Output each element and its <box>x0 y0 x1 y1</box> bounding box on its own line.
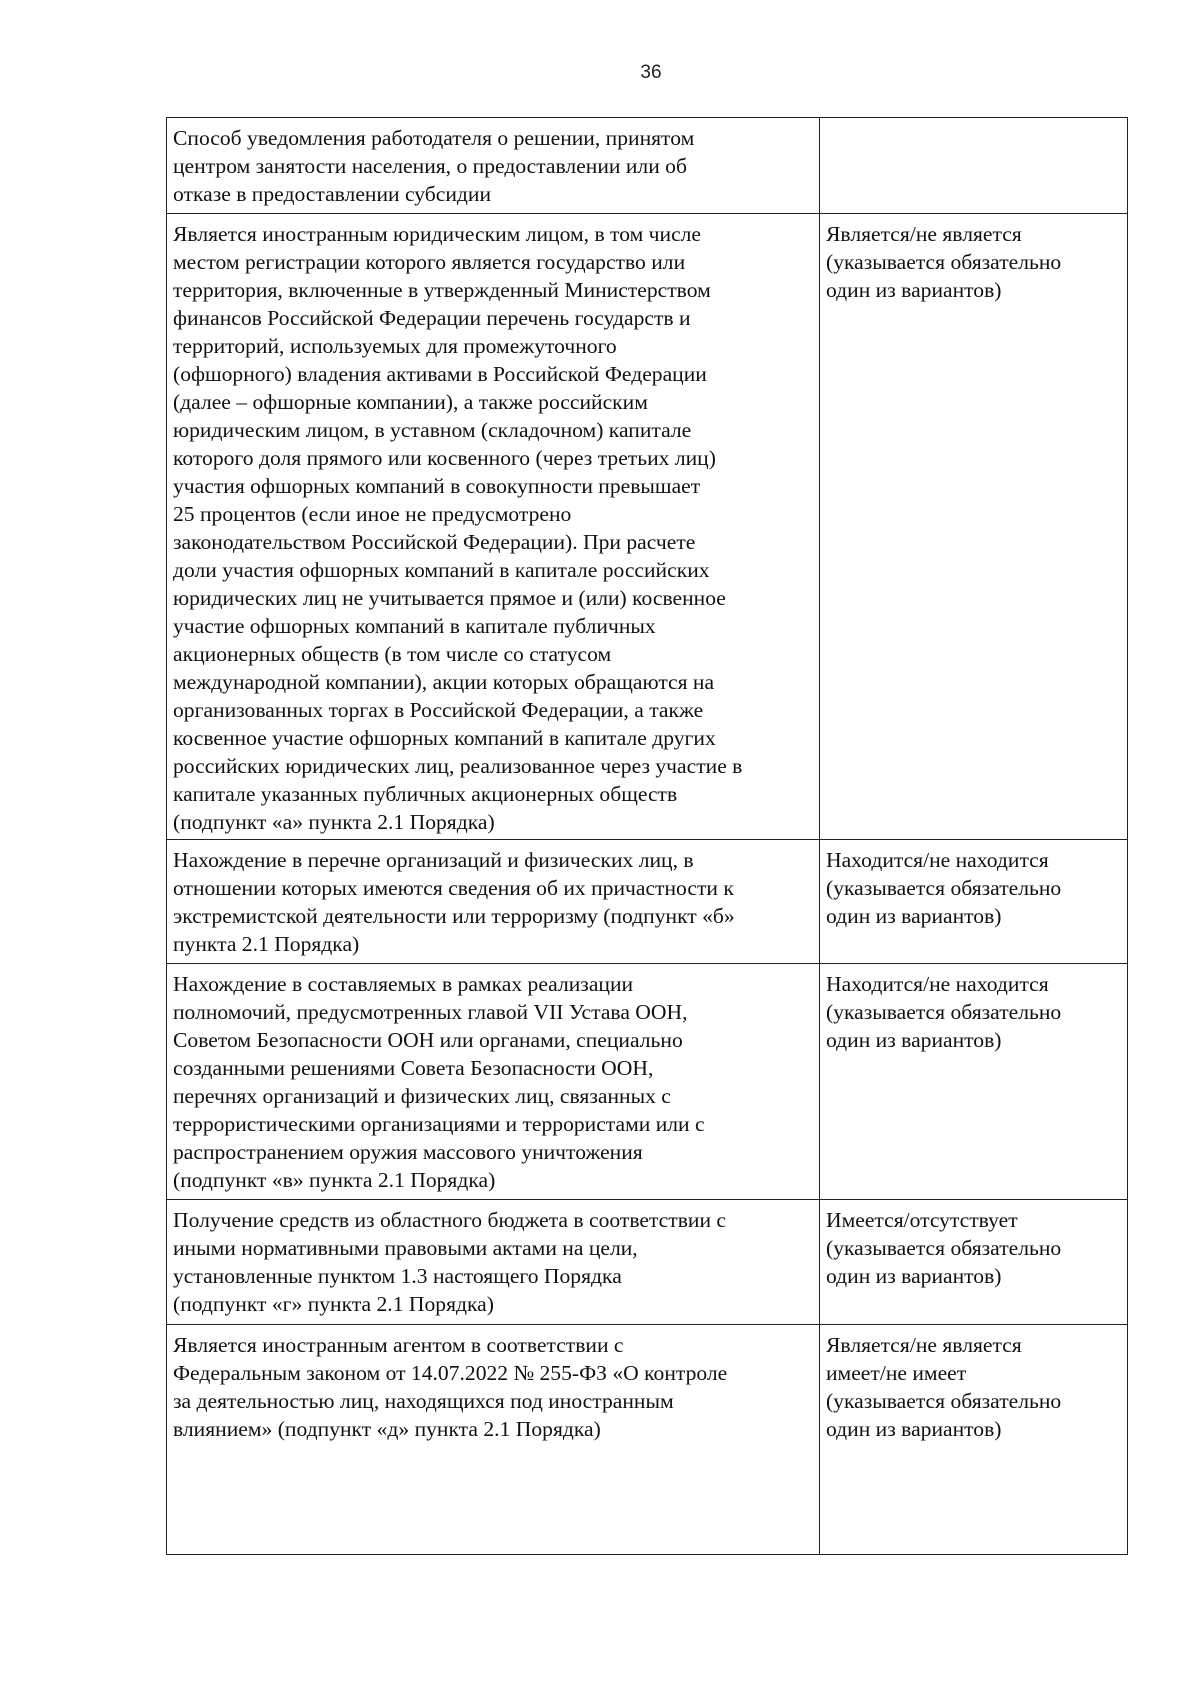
row-criterion-cell: Является иностранным юридическим лицом, в том числе местом регистрации которого является государство или территория, включенные в утвержденный Министерством финансов Российской Федерации перечень государств и территорий, используемых для промежуточного (офшорного) владения активами в Российской Федерации (далее – офшорные компании), а также российским юридическим лицом, в уставном (складочном) капитале которого доля прямого или косвенного (через третьих лиц) участия офшорных компаний в совокупности превышает 25 процентов (если иное не предусмотрено законодательством Российской Федерации). При расчете доли участия офшорных компаний в капитале российских юридических лиц не учитывается прямое и (или) косвенное участие офшорных компаний в капитале публичных акционерных обществ (в том числе со статусом международной компании), акции которых обращаются на организованных торгах в Российской Федерации, а также косвенное участие офшорных компаний в капитале других российских юридических лиц, реализованное через участие в капитале указанных публичных акционерных обществ (подпункт «а» пункта 2.1 Порядка) <box>167 214 820 840</box>
table-row <box>167 1325 1128 1555</box>
row-criterion-cell: Способ уведомления работодателя о решении, принятом центром занятости населения, о предоставлении или об отказе в предоставлении субсидии <box>167 118 820 214</box>
table-row <box>167 118 1128 214</box>
row-criterion-cell: Получение средств из областного бюджета в соответствии с иными нормативными правовыми актами на цели, установленные пунктом 1.3 настоящего Порядка (подпункт «г» пункта 2.1 Порядка) <box>167 1200 820 1325</box>
row-criterion-cell: Является иностранным агентом в соответствии с Федеральным законом от 14.07.2022 № 255-ФЗ «О контроле за деятельностью лиц, находящихся под иностранным влиянием» (подпункт «д» пункта 2.1 Порядка) <box>167 1325 820 1555</box>
table-row <box>167 840 1128 964</box>
row-value-cell: Находится/не находится (указывается обязательно один из вариантов) <box>820 840 1128 964</box>
row-criterion-cell: Нахождение в составляемых в рамках реализации полномочий, предусмотренных главой VII Устава ООН, Советом Безопасности ООН или органами, специально созданными решениями Совета Безопасности ООН, перечнях организаций и физических лиц, связанных с террористическими организациями и террористами или с распространением оружия массового уничтожения (подпункт «в» пункта 2.1 Порядка) <box>167 964 820 1200</box>
table-row <box>167 964 1128 1200</box>
row-value-cell: Имеется/отсутствует (указывается обязательно один из вариантов) <box>820 1200 1128 1325</box>
row-value-cell: Находится/не находится (указывается обязательно один из вариантов) <box>820 964 1128 1200</box>
table-row <box>167 1200 1128 1325</box>
table-row <box>167 214 1128 840</box>
row-value-cell: Является/не является (указывается обязательно один из вариантов) <box>820 214 1128 840</box>
row-value-cell <box>820 118 1128 214</box>
requirements-table <box>166 117 1128 1555</box>
page-number: 36 <box>640 62 662 83</box>
row-criterion-cell: Нахождение в перечне организаций и физических лиц, в отношении которых имеются сведения об их причастности к экстремистской деятельности или терроризму (подпункт «б» пункта 2.1 Порядка) <box>167 840 820 964</box>
row-value-cell: Является/не является имеет/не имеет (указывается обязательно один из вариантов) <box>820 1325 1128 1555</box>
